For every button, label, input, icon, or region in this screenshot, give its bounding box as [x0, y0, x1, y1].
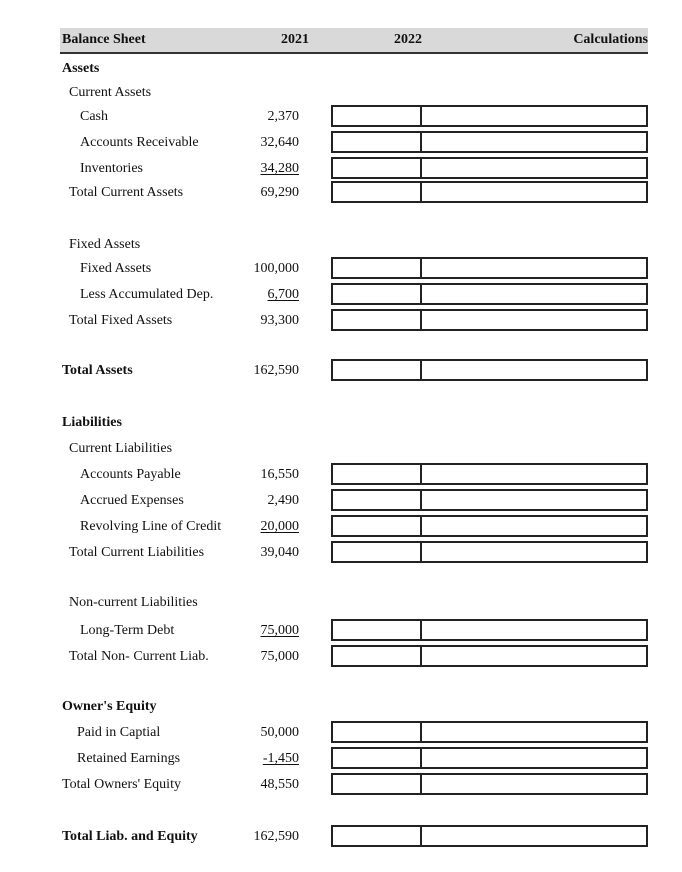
cash-label: Cash	[80, 109, 108, 124]
current-assets-heading: Current Assets	[69, 85, 152, 100]
header-calculations: Calculations	[573, 32, 648, 47]
total-oe-calc-input[interactable]	[420, 773, 648, 795]
owners-equity-heading-row	[0, 697, 682, 723]
total-le-row	[0, 827, 682, 853]
total-oe-row	[0, 775, 682, 801]
noncurrent-heading: Non-current Liabilities	[69, 595, 198, 610]
paid-in-row	[0, 723, 682, 749]
paid-in-2021: 50,000	[260, 725, 299, 740]
fixed-assets-row	[0, 259, 682, 285]
assets-heading-row	[0, 59, 682, 85]
total-current-assets-2021: 69,290	[260, 185, 299, 200]
fixed-assets-2021: 100,000	[253, 261, 299, 276]
ap-2022-input[interactable]	[331, 463, 422, 485]
total-le-2021: 162,590	[253, 829, 299, 844]
fixed-assets-2022-input[interactable]	[331, 257, 422, 279]
total-current-assets-2022-input[interactable]	[331, 181, 422, 203]
paid-in-label: Paid in Captial	[77, 725, 161, 740]
total-current-assets-row	[0, 183, 682, 209]
revolving-label: Revolving Line of Credit	[80, 519, 222, 534]
ap-row	[0, 465, 682, 491]
ar-2022-input[interactable]	[331, 131, 422, 153]
retained-2021: -1,450	[262, 751, 299, 766]
total-assets-row	[0, 361, 682, 387]
total-current-liab-calc-input[interactable]	[420, 541, 648, 563]
accum-dep-2022-input[interactable]	[331, 283, 422, 305]
ltd-2021: 75,000	[260, 623, 299, 638]
cash-calc-input[interactable]	[420, 105, 648, 127]
total-oe-label: Total Owners' Equity	[62, 777, 181, 792]
ap-label: Accounts Payable	[80, 467, 181, 482]
total-fixed-assets-2021: 93,300	[260, 313, 299, 328]
fixed-assets-heading: Fixed Assets	[69, 237, 141, 252]
total-fixed-assets-calc-input[interactable]	[420, 309, 648, 331]
total-noncurrent-row	[0, 647, 682, 673]
paid-in-calc-input[interactable]	[420, 721, 648, 743]
accum-dep-row	[0, 285, 682, 311]
paid-in-2022-input[interactable]	[331, 721, 422, 743]
accrued-calc-input[interactable]	[420, 489, 648, 511]
accrued-label: Accrued Expenses	[80, 493, 184, 508]
total-noncurrent-label: Total Non- Current Liab.	[69, 649, 209, 664]
accum-dep-calc-input[interactable]	[420, 283, 648, 305]
retained-row	[0, 749, 682, 775]
liabilities-heading: Liabilities	[62, 415, 122, 430]
revolving-2021: 20,000	[260, 519, 299, 534]
ar-label: Accounts Receivable	[80, 135, 199, 150]
owners-equity-heading: Owner's Equity	[62, 699, 157, 714]
total-fixed-assets-row	[0, 311, 682, 337]
current-liabilities-heading-row	[0, 439, 682, 465]
ar-row	[0, 133, 682, 159]
inventories-calc-input[interactable]	[420, 157, 648, 179]
inventories-label: Inventories	[80, 161, 143, 176]
inventories-2022-input[interactable]	[331, 157, 422, 179]
total-assets-2022-input[interactable]	[331, 359, 422, 381]
ar-2021: 32,640	[260, 135, 299, 150]
total-noncurrent-2022-input[interactable]	[331, 645, 422, 667]
total-le-2022-input[interactable]	[331, 825, 422, 847]
cash-2021: 2,370	[267, 109, 299, 124]
total-current-liab-2021: 39,040	[260, 545, 299, 560]
total-le-label: Total Liab. and Equity	[62, 829, 198, 844]
revolving-calc-input[interactable]	[420, 515, 648, 537]
fixed-assets-calc-input[interactable]	[420, 257, 648, 279]
noncurrent-heading-row	[0, 593, 682, 619]
total-oe-2021: 48,550	[260, 777, 299, 792]
total-fixed-assets-label: Total Fixed Assets	[69, 313, 173, 328]
revolving-2022-input[interactable]	[331, 515, 422, 537]
fixed-assets-label: Fixed Assets	[80, 261, 152, 276]
total-assets-calc-input[interactable]	[420, 359, 648, 381]
total-current-liab-row	[0, 543, 682, 569]
ltd-row	[0, 621, 682, 647]
revolving-row	[0, 517, 682, 543]
total-current-liab-label: Total Current Liabilities	[69, 545, 205, 560]
assets-heading: Assets	[62, 61, 100, 76]
header-2022: 2022	[394, 32, 422, 47]
total-assets-2021: 162,590	[253, 363, 299, 378]
total-current-assets-label: Total Current Assets	[69, 185, 184, 200]
total-fixed-assets-2022-input[interactable]	[331, 309, 422, 331]
liabilities-heading-row	[0, 413, 682, 439]
retained-2022-input[interactable]	[331, 747, 422, 769]
ap-calc-input[interactable]	[420, 463, 648, 485]
ltd-calc-input[interactable]	[420, 619, 648, 641]
accrued-2022-input[interactable]	[331, 489, 422, 511]
total-noncurrent-2021: 75,000	[260, 649, 299, 664]
accum-dep-2021: 6,700	[267, 287, 299, 302]
inventories-2021: 34,280	[260, 161, 299, 176]
total-current-assets-calc-input[interactable]	[420, 181, 648, 203]
cash-row	[0, 107, 682, 133]
accrued-2021: 2,490	[267, 493, 299, 508]
total-noncurrent-calc-input[interactable]	[420, 645, 648, 667]
retained-label: Retained Earnings	[77, 751, 181, 766]
current-liabilities-heading: Current Liabilities	[69, 441, 173, 456]
total-current-liab-2022-input[interactable]	[331, 541, 422, 563]
cash-2022-input[interactable]	[331, 105, 422, 127]
retained-calc-input[interactable]	[420, 747, 648, 769]
accum-dep-label: Less Accumulated Dep.	[80, 287, 214, 302]
accrued-row	[0, 491, 682, 517]
total-le-calc-input[interactable]	[420, 825, 648, 847]
ltd-label: Long-Term Debt	[80, 623, 175, 638]
table-header	[60, 28, 648, 54]
header-title: Balance Sheet	[62, 32, 146, 47]
ap-2021: 16,550	[260, 467, 299, 482]
ltd-2022-input[interactable]	[331, 619, 422, 641]
total-oe-2022-input[interactable]	[331, 773, 422, 795]
header-2021: 2021	[281, 32, 309, 47]
total-assets-label: Total Assets	[62, 363, 133, 378]
ar-calc-input[interactable]	[420, 131, 648, 153]
